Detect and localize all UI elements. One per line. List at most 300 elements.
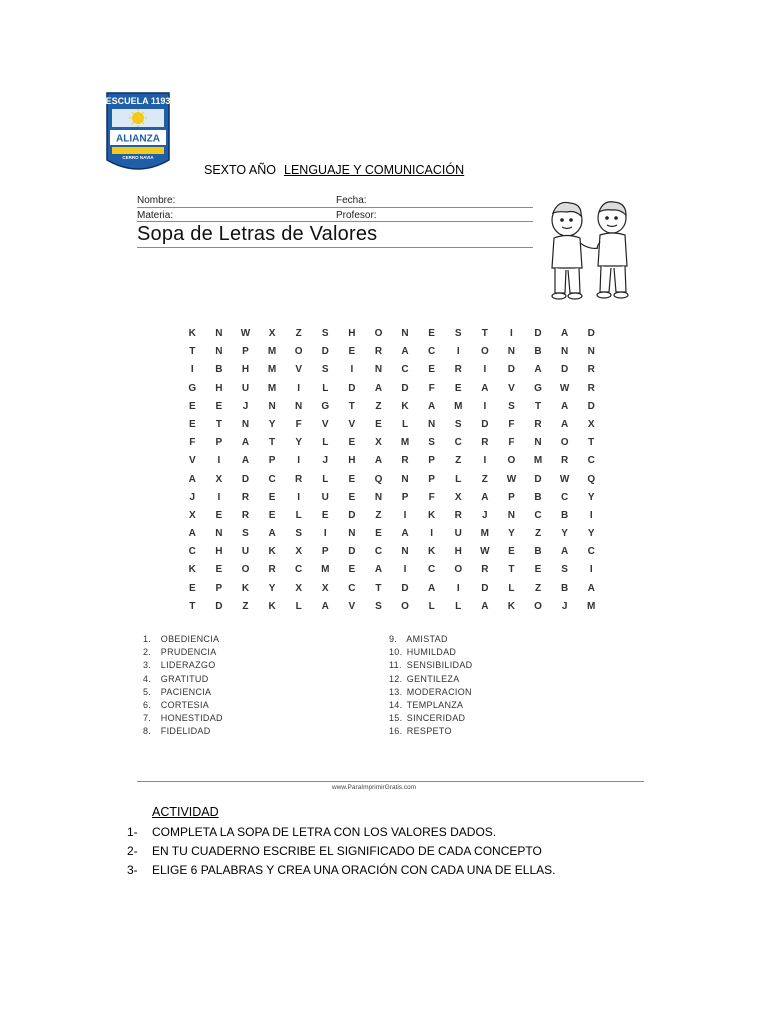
grid-letter: N [560,346,569,358]
word-search-grid [179,325,605,616]
word-text: CORTESIA [158,700,210,711]
grid-letter: Y [587,491,595,503]
grid-letter: J [322,455,329,467]
grid-letter: D [534,328,542,339]
grid-letter: D [401,582,409,594]
word-number: 15. [389,713,403,724]
grid-letter: Z [481,473,488,485]
grid-letter: E [215,509,223,521]
grid-letter: X [587,418,595,430]
title-rule [137,247,533,248]
word-number: 11. [389,660,402,671]
word-number: 6. [143,700,152,711]
grid-letter: Z [375,509,382,521]
word-number: 12. [389,673,403,684]
grid-letter: P [428,473,435,485]
grid-letter: T [481,328,488,339]
grid-letter: J [482,509,488,521]
grid-letter: D [481,582,489,594]
grid-letter: C [374,546,383,558]
grid-letter: A [374,564,383,576]
grid-letter: X [295,582,302,594]
grid-letter: K [428,546,436,558]
grid-letter: M [321,564,330,576]
grid-letter: P [428,455,435,467]
grid-letter: L [428,600,435,612]
word-text: GRATITUD [158,673,209,684]
word-number: 9. [389,634,398,644]
grid-letter: S [321,364,329,376]
grid-letter: S [454,418,462,430]
grid-letter: A [587,582,595,594]
grid-letter: E [348,437,356,449]
grid-letter: C [587,455,595,467]
grid-letter: D [534,473,542,485]
grid-letter: K [241,582,250,594]
grid-letter: W [480,546,490,558]
grid-letter: N [401,546,409,558]
grid-letter: I [297,491,301,503]
grid-letter: J [242,400,249,412]
grid-letter: R [454,509,462,521]
course-teacher-rule [137,221,533,222]
grid-letter: P [268,455,276,467]
grid-letter: H [241,364,250,376]
word-list-item [389,646,472,659]
grid-letter: D [560,364,569,376]
word-list-item [389,725,472,738]
grid-letter: I [403,509,407,521]
grid-letter: L [295,509,302,521]
grid-letter: Z [534,582,542,594]
grid-letter: W [240,328,251,339]
word-number: 3. [143,660,152,671]
grid-letter: I [323,528,327,540]
word-number: 7. [143,713,152,724]
grid-letter: E [348,564,356,576]
grid-letter: P [508,491,515,503]
grid-letter: D [241,473,250,485]
grid-letter: B [215,364,223,376]
grid-letter: A [188,473,196,485]
grid-letter: N [215,328,223,339]
grid-letter: D [507,364,516,376]
grid-letter: S [508,400,515,412]
word-text: SINCERIDAD [404,713,466,724]
grid-letter: N [507,509,516,521]
grid-letter: V [295,364,302,376]
word-number: 4. [143,673,152,684]
grid-letter: C [454,437,462,449]
grid-letter: F [508,418,515,430]
grid-letter: E [348,346,356,358]
word-number: 14. [389,700,403,711]
grid-letter: Z [455,455,462,467]
grid-letter: R [534,418,542,430]
grid-letter: E [215,564,223,576]
logo-name: ALIANZA [116,133,160,145]
activity-item-number: 2- [127,844,138,858]
course-label: Materia: [137,210,174,221]
grid-letter: A [321,600,329,612]
grid-letter: E [454,382,462,394]
grid-letter: R [295,473,303,485]
grid-letter: T [534,400,542,412]
grid-letter: M [267,364,277,376]
word-text: PACIENCIA [158,686,212,697]
word-list-item [389,659,472,672]
grid-letter: P [401,491,409,503]
grid-letter: Y [508,528,515,540]
grid-letter: H [215,546,223,558]
grid-letter: I [403,564,407,576]
subject-title: LENGUAJE Y COMUNICACIÓN [284,163,465,177]
word-number: 13. [389,686,403,697]
grid-letter: O [374,328,383,339]
grid-letter: C [401,364,409,376]
grid-letter: D [348,546,356,558]
word-number: 2. [143,647,152,658]
grid-letter: A [428,582,436,594]
grid-letter: V [348,600,356,612]
grid-letter: I [350,364,354,376]
grid-letter: I [589,509,593,521]
grid-letter: S [454,328,462,339]
grid-letter: C [348,582,356,594]
grid-letter: P [215,437,223,449]
grid-letter: T [348,400,355,412]
word-list-item [143,633,223,646]
grid-letter: H [348,455,356,467]
grid-letter: E [268,491,276,503]
grid-letter: I [483,364,487,376]
grid-letter: A [268,528,276,540]
grid-letter: K [268,600,276,612]
grid-letter: I [456,346,460,358]
grid-letter: B [534,346,542,358]
grid-letter: I [297,455,301,467]
grid-letter: S [428,437,435,449]
grid-letter: I [483,455,487,467]
grid-letter: R [268,564,276,576]
word-text: HUMILDAD [404,647,457,658]
grid-letter: C [295,564,303,576]
grid-letter: A [428,400,436,412]
logo-top-text: ESCUELA 1193 [106,96,170,106]
grid-letter: I [297,382,301,394]
word-text: TEMPLANZA [404,700,464,711]
grid-letter: O [534,600,542,612]
grid-letter: O [507,455,516,467]
grid-letter: E [268,509,276,521]
grid-letter: E [508,546,515,558]
word-list-item [389,686,472,699]
grid-letter: B [560,582,569,594]
word-text: AMISTAD [404,634,448,644]
grid-letter: P [242,346,249,358]
grid-letter: Y [268,582,276,594]
grid-letter: M [454,400,463,412]
grid-letter: Y [268,418,276,430]
activity-item-number: 3- [127,863,138,877]
grid-letter: E [188,400,196,412]
grid-letter: R [481,564,489,576]
grid-letter: X [375,437,382,449]
grid-letter: O [241,564,250,576]
grid-letter: N [215,346,223,358]
grid-letter: Z [242,600,249,612]
grid-letter: M [267,346,277,358]
word-number: 1. [143,634,152,644]
grid-letter: V [321,418,329,430]
grid-letter: A [481,491,489,503]
grid-letter: D [587,400,595,412]
grid-letter: N [507,346,516,358]
word-text: GENTILEZA [404,673,460,684]
grid-letter: T [508,564,515,576]
grid-letter: N [241,418,250,430]
grid-letter: N [401,328,409,339]
word-text: OBEDIENCIA [158,634,220,644]
grid-letter: M [480,528,489,540]
grid-letter: D [215,600,223,612]
footer-rule [137,781,644,782]
grid-letter: A [241,455,250,467]
grid-letter: T [189,600,196,612]
word-list-item [389,699,472,712]
grid-letter: C [560,491,569,503]
grid-letter: A [560,328,569,339]
grid-letter: L [508,582,515,594]
grid-letter: N [348,528,356,540]
grid-letter: Z [375,400,382,412]
grid-letter: A [481,382,489,394]
grid-letter: F [428,491,435,503]
grid-letter: F [508,437,515,449]
grid-letter: A [401,528,409,540]
grid-letter: H [454,546,462,558]
word-list-item [389,673,472,686]
grid-letter: K [507,600,516,612]
grid-letter: U [241,546,250,558]
grid-letter: V [508,382,515,394]
grid-letter: K [428,509,436,521]
name-date-rule [137,207,533,208]
grid-letter: N [374,364,383,376]
grid-letter: C [534,509,542,521]
grid-letter: A [534,364,542,376]
grid-letter: E [321,509,329,521]
grid-letter: G [188,382,197,394]
grid-letter: C [587,546,595,558]
word-list-item [389,633,472,646]
grid-letter: A [560,546,569,558]
grade-label: SEXTO AÑO [204,163,277,177]
grid-letter: L [295,600,302,612]
grid-letter: Q [374,473,383,485]
grid-letter: I [430,528,434,540]
grid-letter: T [189,346,196,358]
grid-letter: F [295,418,302,430]
grid-letter: J [561,600,568,612]
activity-item-number: 1- [127,825,138,839]
grid-letter: E [428,328,435,339]
activity-item-text: ELIGE 6 PALABRAS Y CREA UNA ORACIÓN CON CADA UNA DE ELLAS. [152,863,556,877]
grid-letter: V [188,455,196,467]
grid-letter: X [321,582,329,594]
word-list-right [389,633,472,739]
grid-letter: W [559,473,570,485]
grid-letter: B [560,509,569,521]
word-number: 16. [389,726,403,737]
grid-letter: S [242,528,249,540]
grid-letter: U [241,382,250,394]
activity-title: ACTIVIDAD [152,805,219,819]
grid-letter: A [374,382,383,394]
grid-letter: R [401,455,409,467]
grid-letter: I [217,455,221,467]
grid-letter: I [217,491,221,503]
grid-letter: E [348,473,356,485]
grid-letter: L [455,473,462,485]
logo-bottom-text: CERRO NAVIA [122,155,154,160]
word-text: FIDELIDAD [158,726,211,737]
grid-letter: D [348,382,356,394]
grid-letter: E [188,418,196,430]
grid-letter: N [534,437,542,449]
grid-letter: K [268,546,276,558]
grid-letter: V [348,418,356,430]
grid-letter: L [322,437,329,449]
grid-letter: K [188,564,196,576]
activity-item-text: EN TU CUADERNO ESCRIBE EL SIGNIFICADO DE CADA CONCEPTO [152,844,542,858]
word-text: RESPETO [404,726,452,737]
grid-letter: D [401,382,409,394]
grid-letter: R [481,437,489,449]
grid-letter: N [374,491,383,503]
grid-letter: R [587,382,595,394]
word-list-item [389,712,472,725]
grid-letter: M [400,437,410,449]
grid-letter: S [375,600,382,612]
word-text: SENSIBILIDAD [404,660,473,671]
grid-letter: P [321,546,329,558]
grid-letter: Q [587,473,596,485]
grid-letter: S [295,528,302,540]
grid-letter: T [215,418,222,430]
teacher-label: Profesor: [336,210,377,221]
grid-letter: I [510,328,513,339]
grid-letter: R [560,455,569,467]
grid-letter: R [374,346,383,358]
grid-letter: H [348,328,356,339]
grid-letter: L [322,382,329,394]
word-list-item [143,659,223,672]
grid-letter: E [188,582,196,594]
grid-letter: J [189,491,196,503]
grid-letter: O [294,346,303,358]
word-list-item [143,646,223,659]
grid-letter: Y [587,528,595,540]
grid-letter: Y [561,528,568,540]
grid-letter: N [587,346,595,358]
grid-letter: C [188,546,196,558]
grid-letter: K [188,328,196,339]
grid-letter: X [188,509,196,521]
word-text: HONESTIDAD [158,713,223,724]
grid-letter: I [589,564,593,576]
grid-letter: D [321,346,329,358]
grid-letter: Y [295,437,302,449]
grid-letter: X [295,546,302,558]
grid-letter: I [483,400,487,412]
grid-letter: X [454,491,462,503]
grid-letter: M [533,455,543,467]
grid-letter: O [560,437,569,449]
grid-letter: W [506,473,517,485]
grid-letter: R [587,364,595,376]
word-list-item [143,712,223,725]
grid-letter: L [322,473,329,485]
grid-letter: F [428,382,435,394]
grid-letter: I [190,364,194,376]
word-number: 5. [143,686,152,697]
grid-letter: A [560,418,569,430]
grid-letter: E [215,400,223,412]
grid-letter: U [454,528,462,540]
grid-letter: O [454,564,463,576]
grid-letter: N [401,473,409,485]
date-label: Fecha: [336,195,367,206]
word-list-item [143,725,223,738]
grid-letter: K [401,400,409,412]
grid-letter: P [215,582,223,594]
grid-letter: R [454,364,462,376]
grid-letter: T [375,582,382,594]
word-list-item [143,673,223,686]
grid-letter: Z [295,328,302,339]
grid-letter: R [241,491,250,503]
grid-letter: E [348,491,356,503]
grid-letter: E [375,528,382,540]
grid-letter: S [561,564,568,576]
grid-letter: N [268,400,276,412]
grid-letter: G [534,382,542,394]
word-list-item [143,699,223,712]
worksheet-title: Sopa de Letras de Valores [137,223,378,245]
footer-url: www.ParaImprimirGratis.com [332,784,417,791]
grid-letter: A [241,437,250,449]
grid-letter: I [456,582,460,594]
grid-letter: B [534,491,542,503]
grid-letter: N [215,528,223,540]
grid-letter: A [374,455,383,467]
grid-letter: B [534,546,542,558]
grid-letter: D [481,418,489,430]
grid-letter: O [480,346,489,358]
grid-letter: H [215,382,223,394]
school-logo [106,92,170,174]
kids-illustration [540,198,640,304]
grid-letter: X [268,328,276,339]
grid-letter: L [455,600,462,612]
grid-letter: E [534,564,542,576]
grid-letter: U [321,491,329,503]
grid-letter: N [428,418,436,430]
name-label: Nombre: [137,195,176,206]
grid-letter: A [188,528,196,540]
grid-letter: L [401,418,409,430]
